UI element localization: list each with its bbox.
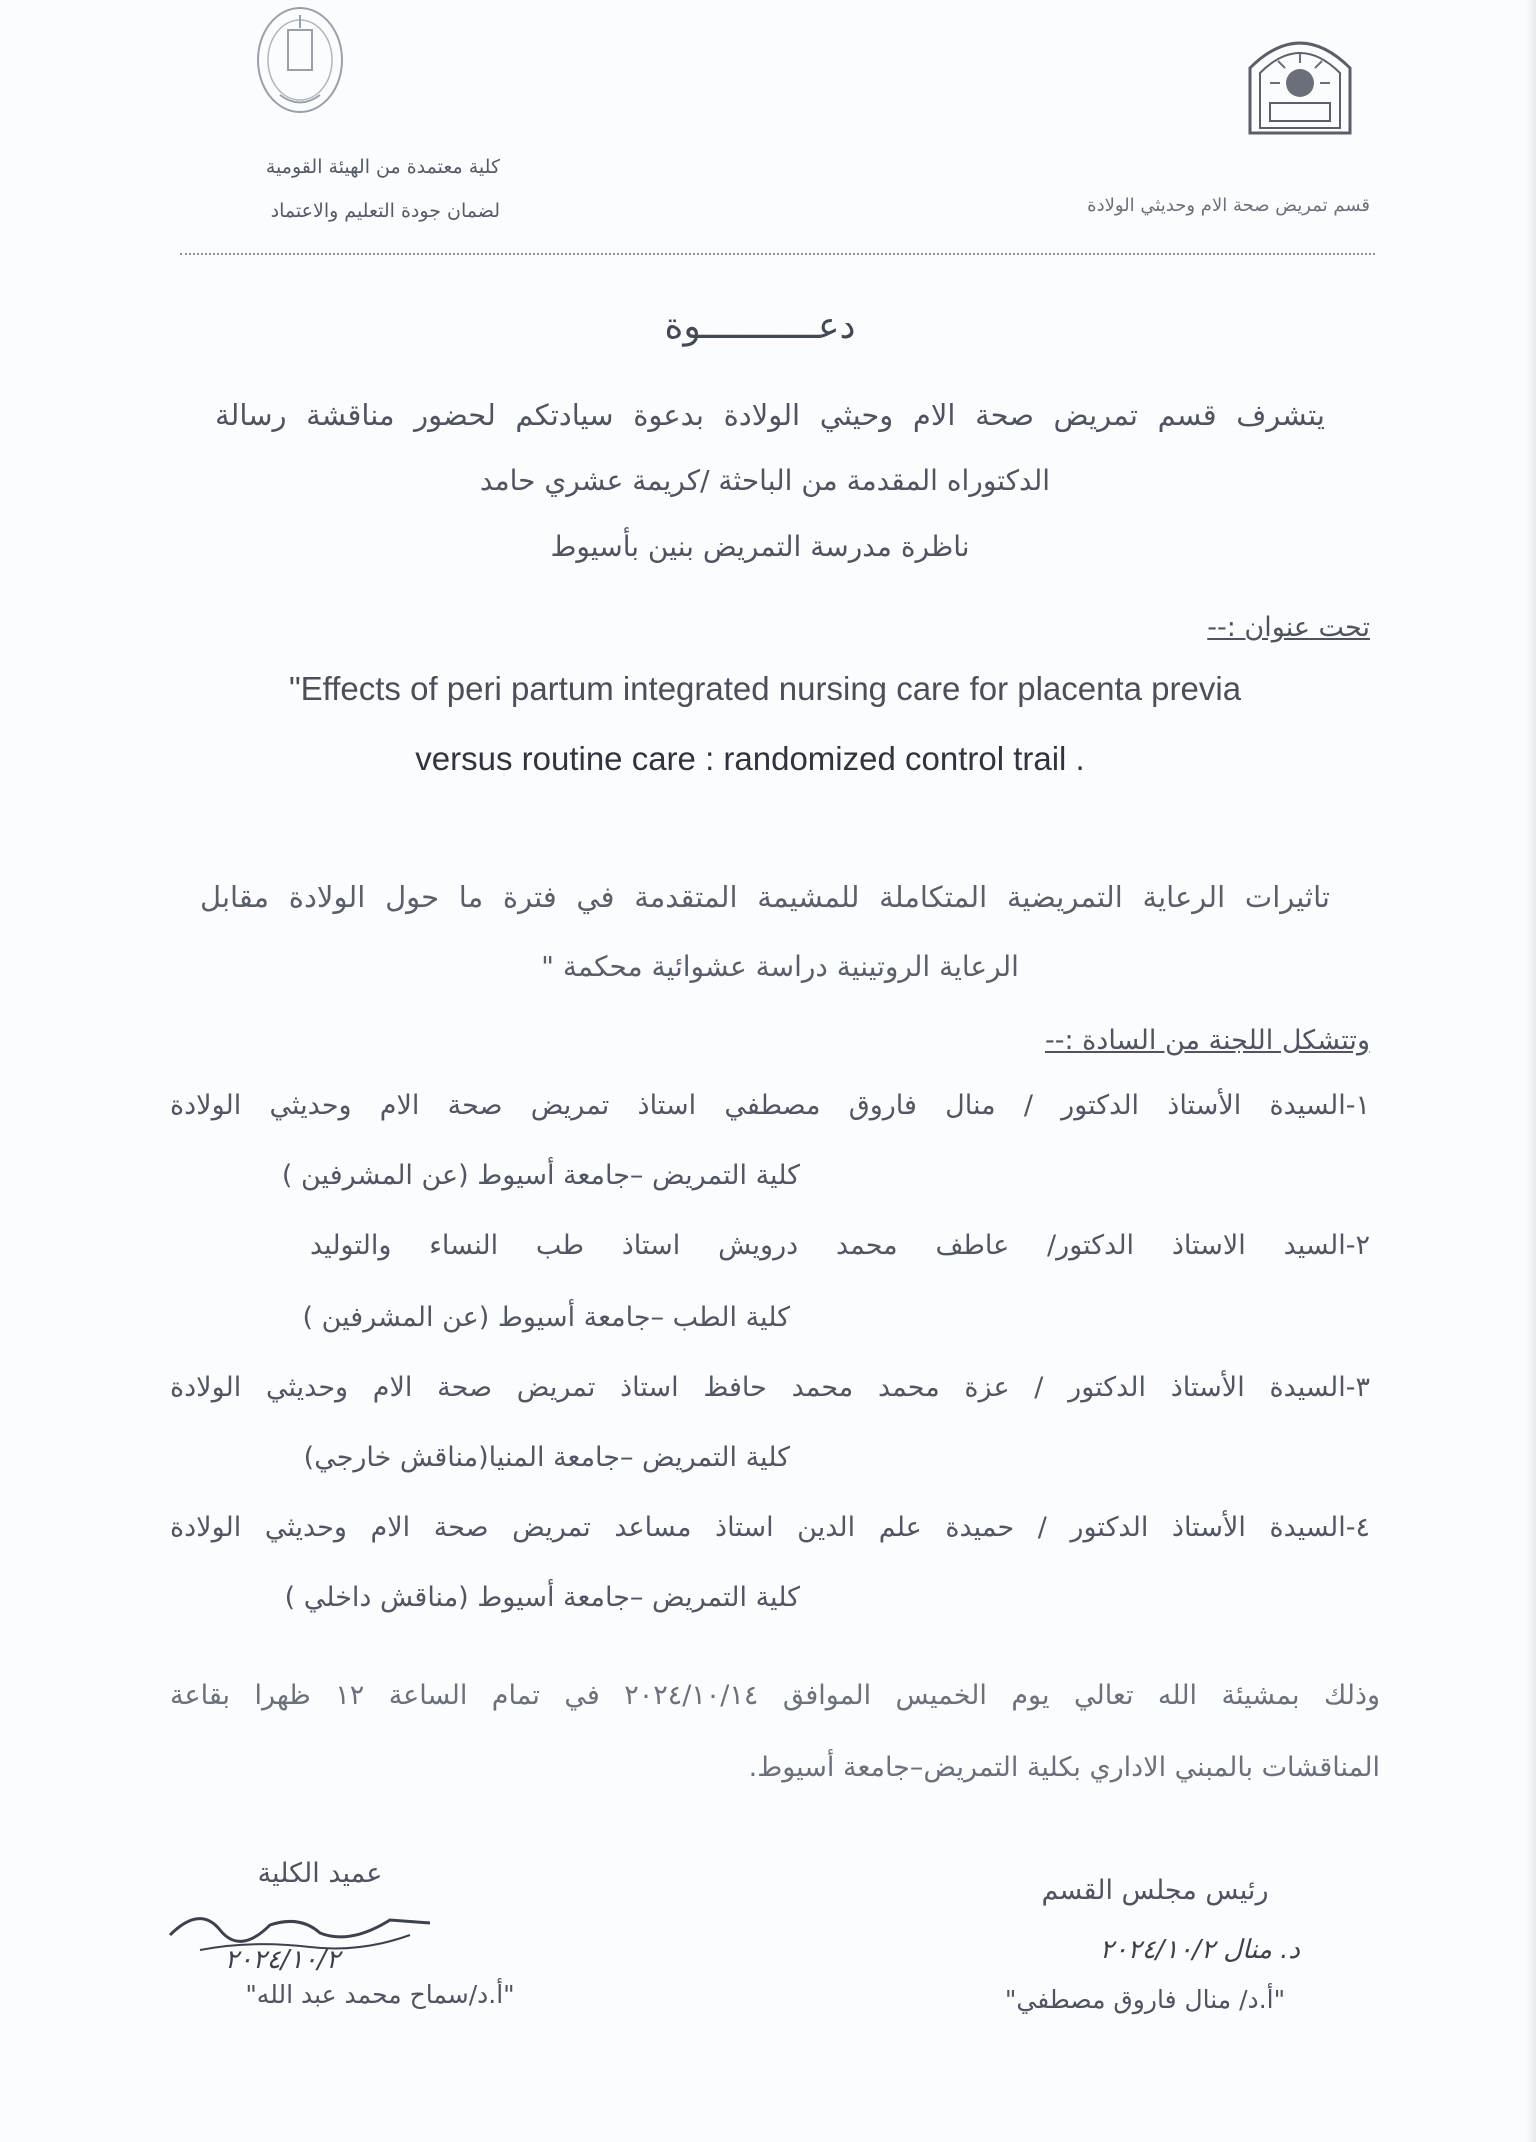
dean-role: عميد الكلية bbox=[257, 1858, 383, 1889]
accreditation-line-1: كلية معتمدة من الهيئة القومية bbox=[265, 156, 500, 178]
thesis-title-ar-line-2: الرعاية الروتينية دراسة عشوائية محكمة " bbox=[541, 950, 1019, 983]
scan-edge bbox=[1526, 0, 1536, 2142]
header-divider bbox=[180, 253, 1375, 255]
member-1-title: ١-السيدة الأستاذ الدكتور / منال فاروق مصطفي استاذ تمريض صحة الام وحديثي الولادة bbox=[170, 1090, 1370, 1121]
member-1-affiliation: كلية التمريض –جامعة أسيوط (عن المشرفين ) bbox=[281, 1160, 800, 1191]
closing-line-2: المناقشات بالمبني الاداري بكلية التمريض–جامعة أسيوط. bbox=[748, 1752, 1380, 1783]
department-head-name: "أ.د/ منال فاروق مصطفي" bbox=[1004, 1985, 1286, 2014]
intro-line-1: يتشرف قسم تمريض صحة الام وحيثي الولادة بدعوة سيادتكم لحضور مناقشة رسالة bbox=[215, 398, 1325, 432]
department-head-role: رئيس مجلس القسم bbox=[1041, 1875, 1269, 1906]
dean-signature-date: ٢٠٢٤/١٠/٢ bbox=[224, 1945, 340, 1975]
department-name: قسم تمريض صحة الام وحديثي الولادة bbox=[1087, 195, 1370, 216]
member-2-title: ٢-السيد الاستاذ الدكتور/ عاطف محمد درويش استاذ طب النساء والتوليد bbox=[310, 1230, 1370, 1261]
thesis-title-en-line-2: versus routine care : randomized control trail . bbox=[415, 740, 1085, 777]
university-logo bbox=[1240, 28, 1360, 138]
dean-name: "أ.د/سماح محمد عبد الله" bbox=[245, 1980, 515, 2009]
member-3-affiliation: كلية التمريض –جامعة المنيا(مناقش خارجي) bbox=[303, 1442, 790, 1473]
closing-line-1: وذلك بمشيئة الله تعالي يوم الخميس الموافق ٢٠٢٤/١٠/١٤ في تمام الساعة ١٢ ظهرا بقاعة bbox=[170, 1680, 1380, 1711]
thesis-title-en-line-1: "Effects of peri partum integrated nursing care for placenta previa bbox=[288, 670, 1242, 707]
intro-line-3: ناظرة مدرسة التمريض بنين بأسيوط bbox=[550, 530, 970, 563]
accreditation-line-2: لضمان جودة التعليم والاعتماد bbox=[270, 200, 500, 222]
department-head-signature-date: د. منال ٢٠٢٤/١٠/٢ bbox=[1099, 1935, 1300, 1965]
member-4-title: ٤-السيدة الأستاذ الدكتور / حميدة علم الدين استاذ مساعد تمريض صحة الام وحديثي الولادة bbox=[170, 1512, 1370, 1543]
accreditation-note bbox=[200, 145, 500, 233]
thesis-title-ar-line-1: تاثيرات الرعاية التمريضية المتكاملة للمشيمة المتقدمة في فترة ما حول الولادة مقابل bbox=[200, 880, 1330, 914]
intro-line-2: الدكتوراه المقدمة من الباحثة /كريمة عشري حامد bbox=[479, 464, 1051, 497]
faculty-seal-logo bbox=[250, 0, 350, 140]
document-title: دعـــــــــــوة bbox=[664, 306, 856, 347]
member-3-title: ٣-السيدة الأستاذ الدكتور / عزة محمد محمد حافظ استاذ تمريض صحة الام وحديثي الولادة bbox=[170, 1372, 1370, 1403]
committee-label: وتتشكل اللجنة من السادة :-- bbox=[1044, 1025, 1370, 1056]
member-2-affiliation: كلية الطب –جامعة أسيوط (عن المشرفين ) bbox=[302, 1302, 790, 1333]
under-title-label: تحت عنوان :-- bbox=[1207, 612, 1370, 643]
member-4-affiliation: كلية التمريض –جامعة أسيوط (مناقش داخلي ) bbox=[284, 1582, 800, 1613]
